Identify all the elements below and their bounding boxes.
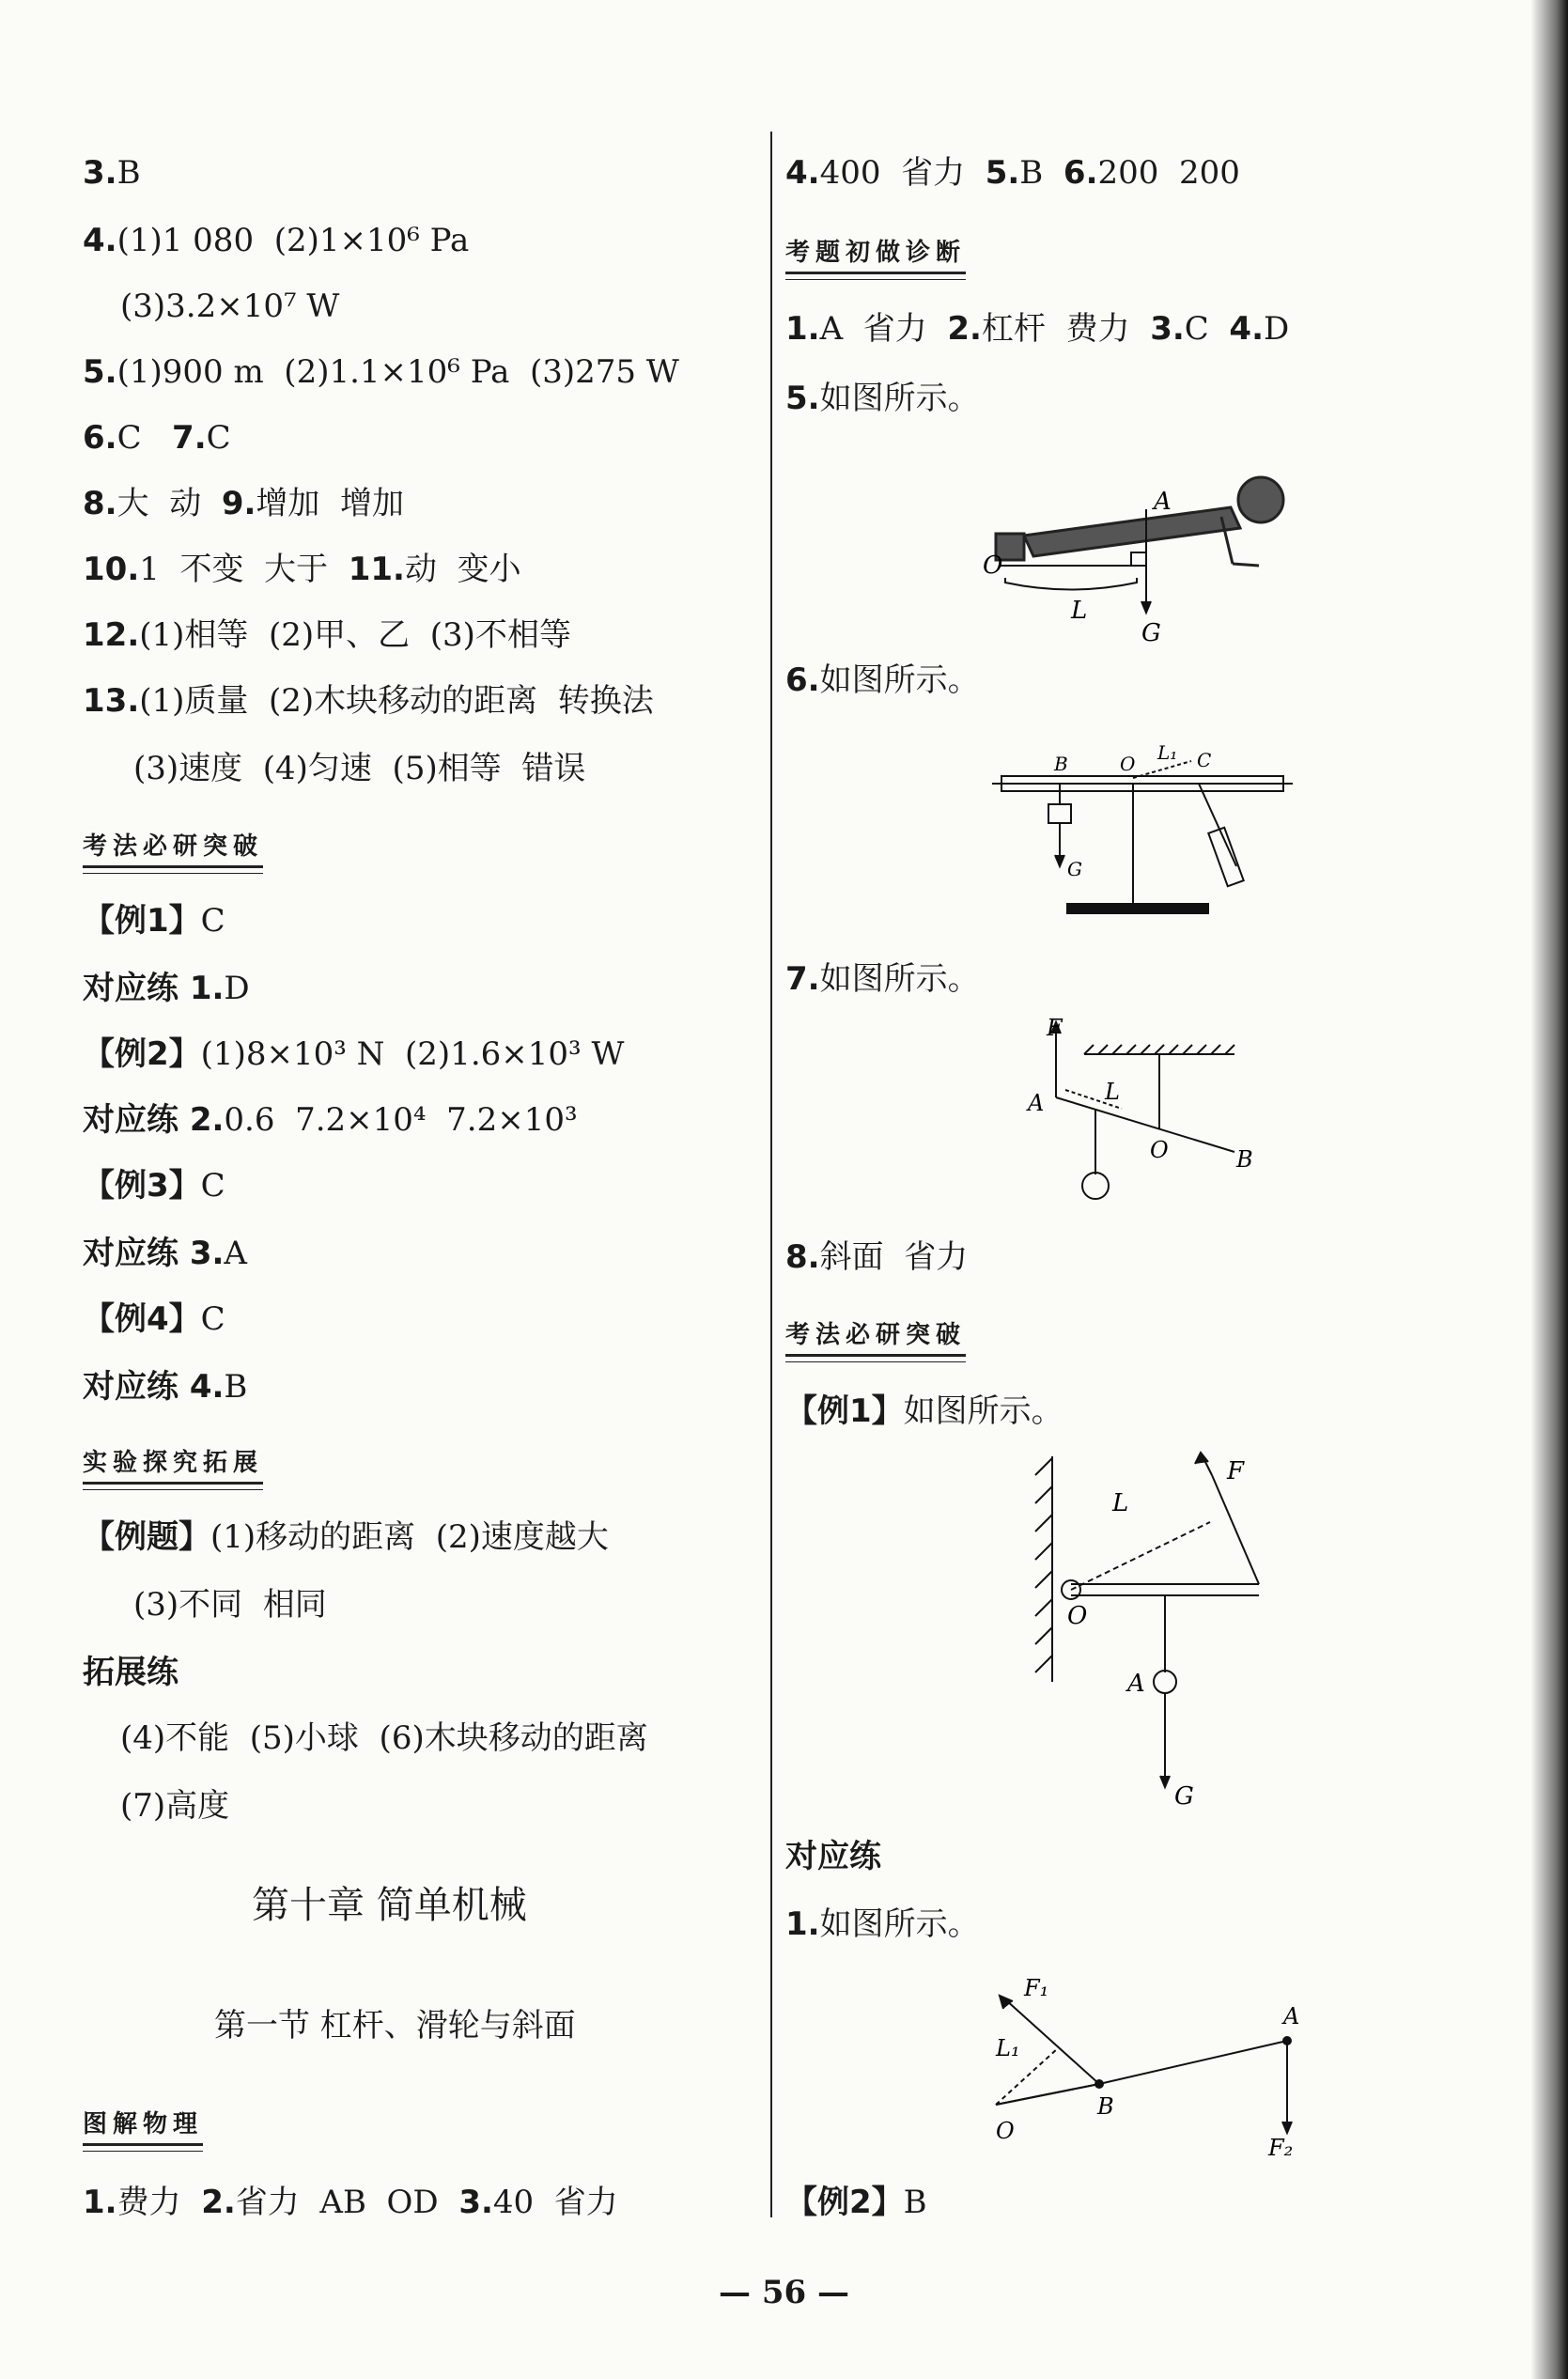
practice-1: 对应练 1.D — [83, 970, 250, 1007]
wall-label-O: O — [1067, 1602, 1088, 1630]
lever7-label-O: O — [1150, 1137, 1169, 1163]
extension-practice-label: 拓展练 — [83, 1654, 179, 1691]
p1-label-F2: F₂ — [1268, 2135, 1294, 2161]
column-divider — [770, 132, 772, 2217]
p1-label-O: O — [996, 2118, 1015, 2144]
answer-tujie: 1.费力 2.省力 AB OD 3.40 省力 — [83, 2184, 618, 2221]
section-heading-kaoti: 考题初做诊断 — [785, 233, 966, 274]
practice-label-right: 对应练 — [785, 1838, 881, 1875]
lever7-label-L: L — [1105, 1079, 1120, 1105]
answer-r-7: 7.如图所示。 — [785, 960, 980, 998]
wall-lever-figure — [1033, 1456, 1278, 1813]
section-heading-shiyan: 实验探究拓展 — [83, 1443, 263, 1485]
extension-answer-1: (4)不能 (5)小球 (6)木块移动的距离 — [120, 1719, 648, 1757]
practice-r-1: 1.如图所示。 — [785, 1905, 980, 1943]
lever-figure-6 — [992, 741, 1293, 932]
wall-label-A: A — [1127, 1670, 1145, 1698]
example-r-1: 【例1】如图所示。 — [785, 1392, 1063, 1430]
answer-r-8: 8.斜面 省力 — [785, 1238, 969, 1276]
answer-12: 12.(1)相等 (2)甲、乙 (3)不相等 — [83, 616, 571, 654]
example-question: 【例题】(1)移动的距离 (2)速度越大 — [83, 1518, 609, 1556]
extension-answer-2: (7)高度 — [120, 1787, 230, 1825]
answer-8-9: 8.大 动 9.增加 增加 — [83, 485, 405, 522]
pushup-figure — [983, 442, 1306, 648]
answer-4-cont: (3)3.2×10⁷ W — [120, 288, 340, 325]
practice-3: 对应练 3.A — [83, 1235, 247, 1272]
answer-r-4-5-6: 4.400 省力 5.B 6.200 200 — [785, 154, 1240, 192]
page-edge-shadow — [1530, 0, 1568, 2379]
answer-r-1-4: 1.A 省力 2.杠杆 费力 3.C 4.D — [785, 310, 1290, 348]
pushup-label-G: G — [1141, 619, 1161, 647]
lever6-label-C: C — [1197, 749, 1212, 771]
pushup-label-O: O — [983, 552, 1003, 580]
practice-4: 对应练 4.B — [83, 1368, 248, 1406]
chapter-title: 第十章 简单机械 — [252, 1884, 527, 1927]
wall-label-L: L — [1112, 1489, 1129, 1517]
pushup-label-L: L — [1071, 597, 1088, 625]
example-4: 【例4】C — [83, 1300, 225, 1338]
answer-13: 13.(1)质量 (2)木块移动的距离 转换法 — [83, 682, 654, 720]
answer-3: 3.B — [83, 154, 141, 192]
example-1: 【例1】C — [83, 902, 225, 940]
lever7-label-B: B — [1236, 1146, 1253, 1173]
lever6-label-B: B — [1054, 753, 1068, 775]
p1-label-F1: F₁ — [1024, 1975, 1049, 2001]
example-2: 【例2】(1)8×10³ N (2)1.6×10³ W — [83, 1035, 625, 1073]
lever7-label-A: A — [1028, 1090, 1045, 1116]
practice1-figure — [996, 1975, 1315, 2169]
lever7-label-F: F — [1047, 1015, 1063, 1041]
page-number: — 56 — — [719, 2274, 849, 2311]
section-heading-kaofa: 考法必研突破 — [83, 827, 263, 868]
pushup-label-A: A — [1154, 488, 1172, 516]
wall-label-F: F — [1227, 1457, 1245, 1485]
practice-2: 对应练 2.0.6 7.2×10⁴ 7.2×10³ — [83, 1101, 578, 1139]
section-heading-kaofa-right: 考法必研突破 — [785, 1315, 966, 1357]
lever6-label-O: O — [1120, 753, 1136, 775]
example-r-2: 【例2】B — [785, 2184, 927, 2221]
answer-4: 4.(1)1 080 (2)1×10⁶ Pa — [83, 222, 470, 259]
lever-figure-7 — [1028, 1015, 1272, 1212]
answer-5: 5.(1)900 m (2)1.1×10⁶ Pa (3)275 W — [83, 353, 679, 391]
p1-label-A: A — [1283, 2003, 1300, 2029]
p1-label-L1: L₁ — [996, 2035, 1020, 2061]
answer-r-5: 5.如图所示。 — [785, 380, 980, 417]
lever6-label-L1: L₁ — [1157, 741, 1178, 764]
p1-label-B: B — [1097, 2093, 1114, 2120]
answer-10-11: 10.1 不变 大于 11.动 变小 — [83, 551, 521, 588]
wall-label-G: G — [1174, 1782, 1194, 1811]
example-question-cont: (3)不同 相同 — [133, 1586, 327, 1624]
answer-r-6: 6.如图所示。 — [785, 661, 980, 699]
example-3: 【例3】C — [83, 1167, 225, 1205]
answer-13-cont: (3)速度 (4)匀速 (5)相等 错误 — [133, 750, 586, 787]
answer-6-7: 6.C 7.C — [83, 419, 231, 457]
lever6-label-G: G — [1067, 858, 1082, 880]
section-heading-tujie: 图解物理 — [83, 2105, 203, 2146]
section-title: 第一节 杠杆、滑轮与斜面 — [214, 2007, 576, 2045]
